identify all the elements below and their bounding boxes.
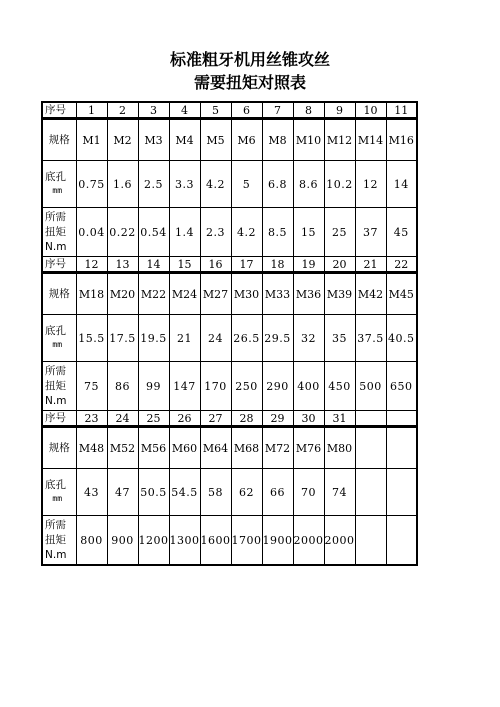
spec-label: 规格 <box>42 273 76 315</box>
hole-cell: 2.5 <box>138 161 169 208</box>
index-cell: 25 <box>138 411 169 427</box>
hole-label <box>42 315 76 362</box>
hole-cell: 4.2 <box>200 161 231 208</box>
spec-row <box>42 119 417 161</box>
hole-cell: 40.5 <box>386 315 417 362</box>
index-label: 序号 <box>42 411 76 427</box>
torque-cell <box>355 516 386 566</box>
spec-cell: M4 <box>169 119 200 161</box>
torque-cell: 0.22 <box>107 208 138 257</box>
spec-cell: M1 <box>76 119 107 161</box>
hole-cell: 58 <box>200 469 231 516</box>
hole-cell: 0.75 <box>76 161 107 208</box>
hole-cell: 3.3 <box>169 161 200 208</box>
torque-label <box>42 362 76 411</box>
hole-cell: 5 <box>231 161 262 208</box>
torque-cell: 170 <box>200 362 231 411</box>
index-cell: 2 <box>107 102 138 119</box>
torque-cell: 15 <box>293 208 324 257</box>
index-row <box>42 411 417 427</box>
hole-row <box>42 161 417 208</box>
hole-cell: 35 <box>324 315 355 362</box>
hole-label-text: 底孔 <box>45 171 66 183</box>
torque-cell: 2.3 <box>200 208 231 257</box>
hole-cell: 29.5 <box>262 315 293 362</box>
index-cell: 4 <box>169 102 200 119</box>
torque-cell: 147 <box>169 362 200 411</box>
spec-cell: M22 <box>138 273 169 315</box>
spec-cell: M76 <box>293 427 324 469</box>
hole-label <box>42 469 76 516</box>
hole-label-text: 底孔 <box>45 325 66 337</box>
index-cell: 14 <box>138 257 169 273</box>
index-cell: 27 <box>200 411 231 427</box>
index-cell <box>355 411 386 427</box>
hole-cell: 37.5 <box>355 315 386 362</box>
torque-cell: 250 <box>231 362 262 411</box>
index-cell: 22 <box>386 257 417 273</box>
spec-cell: M6 <box>231 119 262 161</box>
torque-cell: 1300 <box>169 516 200 566</box>
index-cell: 13 <box>107 257 138 273</box>
spec-cell: M5 <box>200 119 231 161</box>
document-subtitle: 需要扭矩对照表 <box>193 73 306 92</box>
index-label: 序号 <box>42 257 76 273</box>
spec-cell: M48 <box>76 427 107 469</box>
spec-cell: M27 <box>200 273 231 315</box>
index-cell: 1 <box>76 102 107 119</box>
torque-label-line2: 扭矩 <box>45 225 66 238</box>
index-cell: 31 <box>324 411 355 427</box>
torque-row <box>42 516 417 566</box>
index-cell: 16 <box>200 257 231 273</box>
hole-cell: 1.6 <box>107 161 138 208</box>
torque-cell: 650 <box>386 362 417 411</box>
index-cell: 15 <box>169 257 200 273</box>
hole-unit: mm <box>52 494 63 503</box>
spec-cell: M72 <box>262 427 293 469</box>
torque-table <box>41 101 418 566</box>
hole-cell: 54.5 <box>169 469 200 516</box>
index-cell: 23 <box>76 411 107 427</box>
torque-cell: 0.54 <box>138 208 169 257</box>
hole-cell: 6.8 <box>262 161 293 208</box>
spec-label: 规格 <box>42 427 76 469</box>
index-cell: 3 <box>138 102 169 119</box>
hole-unit: mm <box>52 186 63 195</box>
torque-cell: 75 <box>76 362 107 411</box>
hole-row <box>42 315 417 362</box>
spec-cell <box>386 427 417 469</box>
hole-cell: 74 <box>324 469 355 516</box>
torque-cell: 1900 <box>262 516 293 566</box>
spec-cell: M33 <box>262 273 293 315</box>
torque-cell: 1600 <box>200 516 231 566</box>
hole-unit: mm <box>52 340 63 349</box>
spec-cell <box>355 427 386 469</box>
index-cell: 18 <box>262 257 293 273</box>
index-cell: 20 <box>324 257 355 273</box>
index-cell: 26 <box>169 411 200 427</box>
index-cell <box>386 411 417 427</box>
spec-cell: M56 <box>138 427 169 469</box>
spec-cell: M52 <box>107 427 138 469</box>
hole-cell: 26.5 <box>231 315 262 362</box>
spec-cell: M18 <box>76 273 107 315</box>
spec-label: 规格 <box>42 119 76 161</box>
index-cell: 10 <box>355 102 386 119</box>
document-title: 标准粗牙机用丝锥攻丝 <box>169 50 330 69</box>
hole-cell: 66 <box>262 469 293 516</box>
spec-cell: M60 <box>169 427 200 469</box>
torque-label <box>42 516 76 566</box>
hole-cell: 47 <box>107 469 138 516</box>
torque-cell: 1.4 <box>169 208 200 257</box>
hole-cell: 10.2 <box>324 161 355 208</box>
index-cell: 17 <box>231 257 262 273</box>
index-cell: 6 <box>231 102 262 119</box>
spec-row <box>42 427 417 469</box>
spec-cell: M12 <box>324 119 355 161</box>
spec-cell: M14 <box>355 119 386 161</box>
index-cell: 30 <box>293 411 324 427</box>
torque-label-line1: 所需 <box>45 364 66 377</box>
hole-cell <box>386 469 417 516</box>
spec-cell: M30 <box>231 273 262 315</box>
hole-cell: 50.5 <box>138 469 169 516</box>
spec-cell: M64 <box>200 427 231 469</box>
index-cell: 9 <box>324 102 355 119</box>
spec-cell: M8 <box>262 119 293 161</box>
hole-cell: 12 <box>355 161 386 208</box>
spec-cell: M10 <box>293 119 324 161</box>
torque-label-line1: 所需 <box>45 210 66 223</box>
torque-cell: 2000 <box>324 516 355 566</box>
torque-cell: 8.5 <box>262 208 293 257</box>
index-cell: 5 <box>200 102 231 119</box>
torque-label <box>42 208 76 257</box>
spec-cell: M2 <box>107 119 138 161</box>
index-label: 序号 <box>42 102 76 119</box>
spec-cell: M20 <box>107 273 138 315</box>
torque-label-line2: 扭矩 <box>45 379 66 392</box>
torque-cell: 450 <box>324 362 355 411</box>
torque-cell: 86 <box>107 362 138 411</box>
torque-cell: 800 <box>76 516 107 566</box>
hole-cell: 21 <box>169 315 200 362</box>
torque-cell: 2000 <box>293 516 324 566</box>
hole-label-text: 底孔 <box>45 479 66 491</box>
spec-cell: M39 <box>324 273 355 315</box>
torque-row <box>42 362 417 411</box>
index-cell: 7 <box>262 102 293 119</box>
torque-cell: 500 <box>355 362 386 411</box>
torque-cell: 0.04 <box>76 208 107 257</box>
index-row <box>42 102 417 119</box>
spec-cell: M80 <box>324 427 355 469</box>
spec-row <box>42 273 417 315</box>
torque-unit: N.m <box>45 394 67 407</box>
spec-cell: M36 <box>293 273 324 315</box>
torque-label-line1: 所需 <box>45 518 66 531</box>
index-row <box>42 257 417 273</box>
hole-cell: 15.5 <box>76 315 107 362</box>
torque-cell: 900 <box>107 516 138 566</box>
hole-cell: 32 <box>293 315 324 362</box>
spec-cell: M42 <box>355 273 386 315</box>
index-cell: 28 <box>231 411 262 427</box>
torque-row <box>42 208 417 257</box>
hole-cell: 70 <box>293 469 324 516</box>
torque-label-line2: 扭矩 <box>45 533 66 546</box>
hole-label <box>42 161 76 208</box>
hole-cell: 24 <box>200 315 231 362</box>
index-cell: 11 <box>386 102 417 119</box>
index-cell: 21 <box>355 257 386 273</box>
index-cell: 12 <box>76 257 107 273</box>
hole-cell: 8.6 <box>293 161 324 208</box>
torque-cell: 25 <box>324 208 355 257</box>
torque-cell: 1200 <box>138 516 169 566</box>
hole-cell: 19.5 <box>138 315 169 362</box>
spec-cell: M45 <box>386 273 417 315</box>
hole-cell <box>355 469 386 516</box>
index-cell: 24 <box>107 411 138 427</box>
torque-cell: 290 <box>262 362 293 411</box>
torque-unit: N.m <box>45 548 67 561</box>
hole-cell: 43 <box>76 469 107 516</box>
hole-row <box>42 469 417 516</box>
torque-cell: 45 <box>386 208 417 257</box>
hole-cell: 62 <box>231 469 262 516</box>
torque-cell: 4.2 <box>231 208 262 257</box>
hole-cell: 17.5 <box>107 315 138 362</box>
index-cell: 29 <box>262 411 293 427</box>
spec-cell: M3 <box>138 119 169 161</box>
torque-unit: N.m <box>45 240 67 253</box>
index-cell: 8 <box>293 102 324 119</box>
hole-cell: 14 <box>386 161 417 208</box>
torque-cell: 1700 <box>231 516 262 566</box>
torque-cell: 400 <box>293 362 324 411</box>
index-cell: 19 <box>293 257 324 273</box>
spec-cell: M24 <box>169 273 200 315</box>
spec-cell: M68 <box>231 427 262 469</box>
torque-cell: 37 <box>355 208 386 257</box>
spec-cell: M16 <box>386 119 417 161</box>
torque-cell <box>386 516 417 566</box>
torque-cell: 99 <box>138 362 169 411</box>
